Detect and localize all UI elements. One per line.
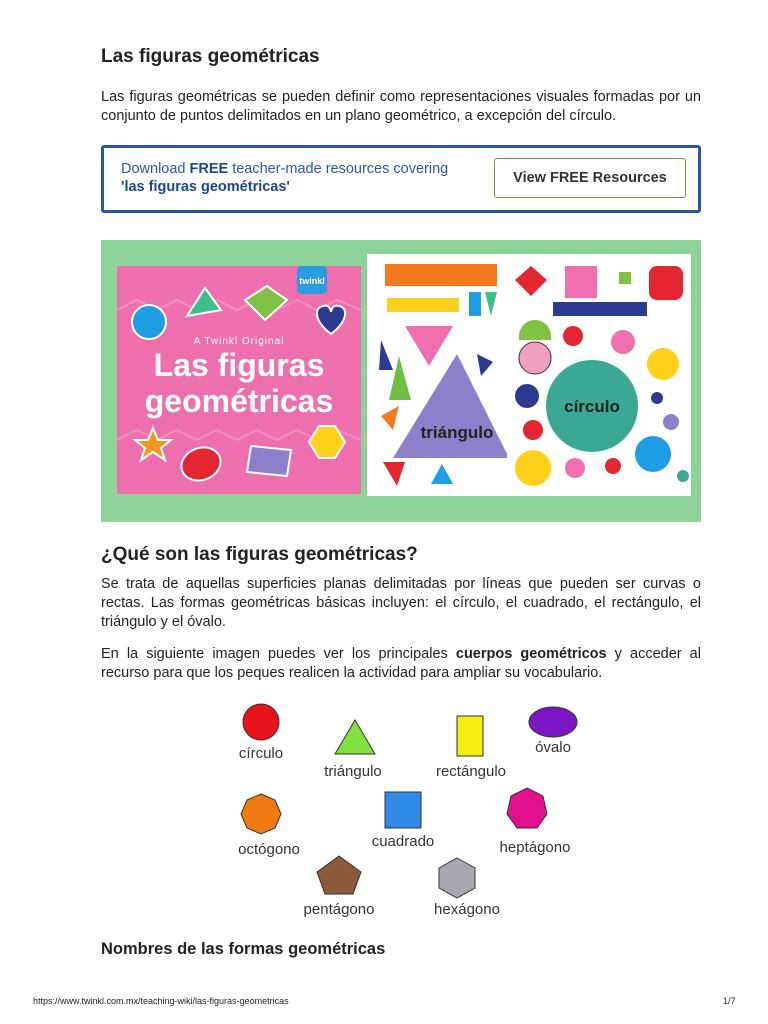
- orange-octagon-icon: [241, 794, 281, 834]
- label-heptagono: heptágono: [499, 839, 571, 856]
- callout-topic-link[interactable]: 'las figuras geométricas': [121, 179, 290, 195]
- brand-text: twinkl: [299, 276, 325, 286]
- resources-callout: [101, 145, 701, 213]
- label-triangulo: triángulo: [324, 763, 382, 780]
- label-octogono: octógono: [238, 841, 300, 858]
- circle-label: círculo: [564, 397, 620, 416]
- brown-pentagon-icon: [317, 856, 361, 894]
- intro-paragraph: Las figuras geométricas se pueden definir como representaciones visuales formadas por un conjunto de puntos delimitados en un plano geométrico, a excepción del círculo.: [101, 89, 701, 124]
- gray-hexagon-icon: [439, 858, 475, 898]
- label-hexagono: hexágono: [434, 901, 500, 918]
- cover-title-line1: Las figuras: [153, 347, 325, 383]
- label-rectangulo: rectángulo: [435, 763, 507, 780]
- blue-square-icon: [385, 792, 421, 828]
- subheading: Nombres de las formas geométricas: [101, 940, 386, 958]
- label-ovalo: óvalo: [535, 739, 571, 756]
- red-circle-icon: [243, 704, 279, 740]
- shapes-chart[interactable]: [221, 696, 571, 922]
- banner-illustration: [101, 240, 701, 522]
- footer-url: https://www.twinkl.com.mx/teaching-wiki/las-figuras-geometricas: [33, 996, 289, 1006]
- section-heading: ¿Qué son las figuras geométricas?: [101, 544, 418, 565]
- mascot-icon: [649, 266, 683, 300]
- brain-mascot-icon: [519, 342, 551, 374]
- page-title: Las figuras geométricas: [101, 46, 320, 67]
- yellow-rectangle-icon: [457, 716, 483, 756]
- resource-banner[interactable]: [101, 240, 701, 522]
- cover-title-line2: geométricas: [144, 383, 334, 419]
- purple-rectangle-icon: [247, 446, 291, 476]
- label-pentagono: pentágono: [303, 901, 375, 918]
- cover-tagline: A Twinkl Original: [193, 336, 285, 347]
- definition-paragraph: Se trata de aquellas superficies planas delimitadas por líneas que pueden ser curvas o rectas. Las formas geométricas básicas incluyen: el círculo, el cuadrado, el rectángulo, el triángulo y el óvalo.: [101, 576, 701, 630]
- label-circulo: círculo: [238, 745, 284, 762]
- callout-text: Download FREE teacher-made resources covering 'las figuras geométricas': [121, 161, 449, 195]
- label-cuadrado: cuadrado: [371, 833, 435, 850]
- blue-circle-icon: [132, 305, 166, 339]
- page-number: 1/7: [723, 996, 736, 1006]
- triangle-label: triángulo: [420, 423, 494, 442]
- view-free-resources-button[interactable]: View FREE Resources: [494, 158, 686, 198]
- purple-oval-icon: [529, 707, 577, 737]
- shapes-illustration: [221, 696, 571, 922]
- image-intro-paragraph: En la siguiente imagen puedes ver los principales cuerpos geométricos y acceder al recurso para que los peques realicen la actividad para ampliar su vocabulario.: [101, 646, 701, 681]
- green-triangle-shape-icon: [335, 720, 375, 754]
- triangle-panel: [367, 254, 509, 496]
- magenta-heptagon-icon: [507, 788, 547, 828]
